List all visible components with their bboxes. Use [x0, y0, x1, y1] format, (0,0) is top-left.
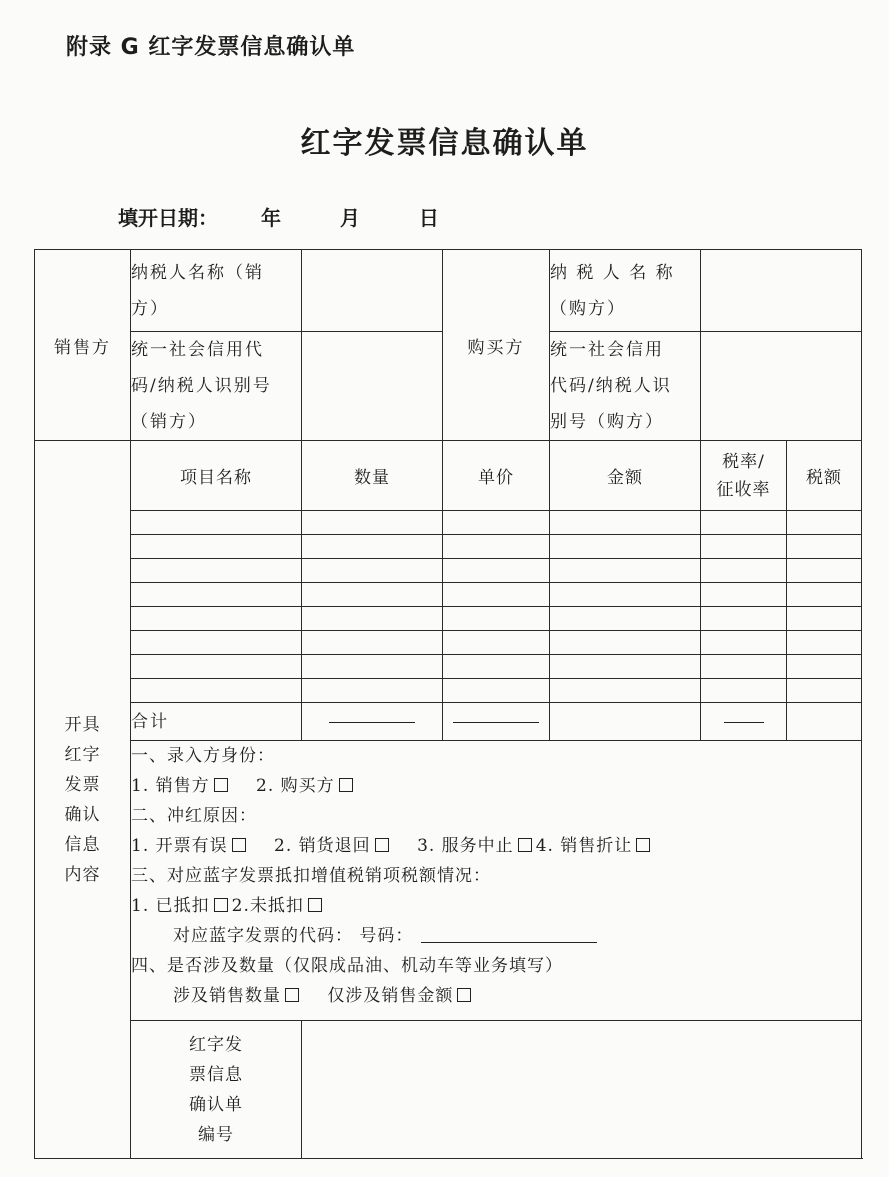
seller-code-label: 统一社会信用代 码/纳税人识别号 （销方） [131, 332, 302, 441]
info-block [131, 741, 862, 1021]
total-label: 合计 [131, 703, 302, 741]
party-row-name [35, 250, 862, 332]
item-row [35, 631, 862, 655]
seller-name-value[interactable] [302, 250, 443, 332]
checkbox-invoice-error[interactable] [232, 838, 246, 852]
item-row [35, 679, 862, 703]
number-row [35, 1021, 862, 1159]
buyer-code-label: 统一社会信用 代码/纳税人识 别号（购方） [550, 332, 701, 441]
confirmation-form [34, 249, 862, 1159]
header-unit-price: 单价 [443, 441, 550, 511]
item-row [35, 583, 862, 607]
q4-options: 涉及销售数量 仅涉及销售金额 [131, 981, 861, 1011]
total-tax-rate-dash [701, 703, 787, 741]
q2-heading: 二、冲红原因： [131, 806, 257, 826]
blue-invoice-number-field[interactable] [421, 942, 597, 943]
total-tax-value[interactable] [787, 703, 862, 741]
item-row [35, 559, 862, 583]
header-amount: 金额 [550, 441, 701, 511]
buyer-label: 购买方 [443, 250, 550, 441]
item-row [35, 607, 862, 631]
q4-heading: 四、是否涉及数量（仅限成品油、机动车等业务填写） [131, 956, 563, 976]
total-amount-value[interactable] [550, 703, 701, 741]
confirmation-number-label: 红字发 票信息 确认单 编号 [131, 1021, 302, 1159]
item-row [35, 535, 862, 559]
total-unit-price-dash [443, 703, 550, 741]
checkbox-amount-only[interactable] [457, 988, 471, 1002]
item-row [35, 655, 862, 679]
seller-code-value[interactable] [302, 332, 443, 441]
checkbox-sales-return[interactable] [375, 838, 389, 852]
fill-date-label: 填开日期： [118, 206, 218, 230]
checkbox-deducted[interactable] [214, 898, 228, 912]
content-label: 开具 红字 发票 确认 信息 内容 [35, 441, 131, 1159]
q3-heading: 三、对应蓝字发票抵扣增值税销项税额情况： [131, 866, 491, 886]
checkbox-quantity[interactable] [285, 988, 299, 1002]
item-row [35, 511, 862, 535]
q2-options: 1. 开票有误 2. 销货退回 3. 服务中止 4. 销售折让 [131, 831, 861, 861]
confirmation-number-value[interactable] [302, 1021, 862, 1159]
appendix-heading: 附录 G 红字发票信息确认单 [66, 35, 356, 60]
q3-options: 1. 已抵扣 2.未抵扣 [131, 891, 861, 921]
fill-date [118, 202, 439, 231]
seller-name-label: 纳税人名称（销 方） [131, 250, 302, 332]
page-title: 红字发票信息确认单 [300, 126, 589, 161]
buyer-name-label: 纳 税 人 名 称 （购方） [550, 250, 701, 332]
header-tax-rate: 税率/ 征收率 [701, 441, 787, 511]
checkbox-service-stop[interactable] [518, 838, 532, 852]
checkbox-not-deducted[interactable] [308, 898, 322, 912]
total-quantity-dash [302, 703, 443, 741]
q1-options: 1. 销售方 2. 购买方 [131, 771, 861, 801]
fill-date-year: 年 [260, 206, 281, 230]
q3-code-line: 对应蓝字发票的代码： 号码： [131, 921, 861, 951]
buyer-code-value[interactable] [701, 332, 862, 441]
checkbox-buyer[interactable] [339, 778, 353, 792]
items-header-row [35, 441, 862, 511]
total-row [35, 703, 862, 741]
fill-date-day: 日 [418, 206, 439, 230]
buyer-name-value[interactable] [701, 250, 862, 332]
checkbox-sales-discount[interactable] [636, 838, 650, 852]
header-quantity: 数量 [302, 441, 443, 511]
q1-heading: 一、录入方身份： [131, 746, 275, 766]
fill-date-month: 月 [339, 206, 360, 230]
checkbox-seller[interactable] [214, 778, 228, 792]
seller-label: 销售方 [35, 250, 131, 441]
info-row [35, 741, 862, 1021]
header-tax-amount: 税额 [787, 441, 862, 511]
header-item-name: 项目名称 [131, 441, 302, 511]
